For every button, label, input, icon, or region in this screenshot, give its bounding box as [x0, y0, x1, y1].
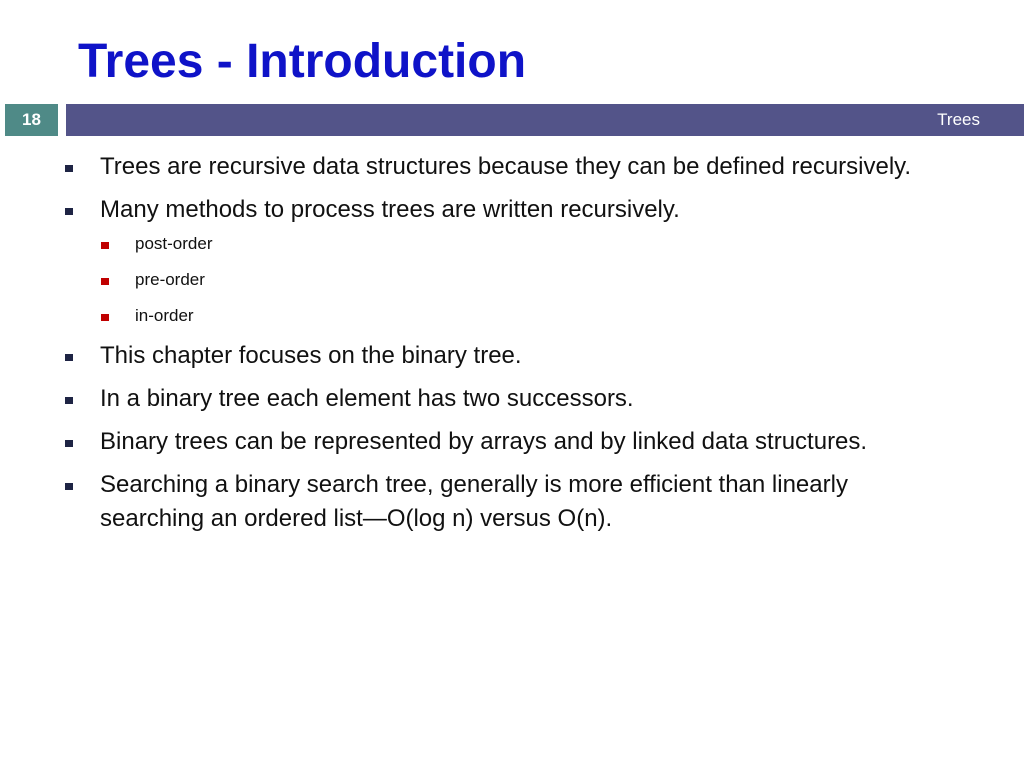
bullet-marker-icon	[65, 208, 73, 215]
header-band	[66, 104, 1024, 136]
sub-bullet-text: post-order	[135, 234, 213, 253]
bullet-item	[60, 193, 950, 329]
bullet-text: Trees are recursive data structures because they can be defined recursively.	[100, 153, 912, 180]
bullet-marker-icon	[65, 354, 73, 361]
bullet-item	[60, 382, 950, 416]
bullet-item	[60, 150, 950, 184]
bullet-marker-icon	[65, 165, 73, 172]
sub-bullet-marker-icon	[101, 278, 109, 285]
bullet-text: This chapter focuses on the binary tree.	[100, 342, 522, 369]
bullet-text: Binary trees can be represented by arrays and by linked data structures.	[100, 428, 868, 455]
sub-bullet-text: in-order	[135, 306, 194, 325]
bullet-item	[60, 425, 950, 459]
sub-bullet-list	[100, 231, 950, 329]
sub-bullet-marker-icon	[101, 314, 109, 321]
sub-bullet-item	[100, 303, 950, 329]
bullet-marker-icon	[65, 483, 73, 490]
sub-bullet-item	[100, 267, 950, 293]
bullet-item	[60, 468, 950, 536]
bullet-marker-icon	[65, 440, 73, 447]
sub-bullet-item	[100, 231, 950, 257]
sub-bullet-text: pre-order	[135, 270, 205, 289]
slide-number-badge: 18	[5, 104, 58, 136]
sub-bullet-marker-icon	[101, 242, 109, 249]
bullet-text: Many methods to process trees are written recursively.	[100, 196, 680, 223]
bullet-list	[60, 150, 950, 545]
bullet-text: Searching a binary search tree, generally is more efficient than linearly searching an ordered list—O(log n) versus O(n).	[100, 471, 848, 532]
bullet-item	[60, 339, 950, 373]
section-label: Trees	[937, 110, 980, 129]
bullet-marker-icon	[65, 397, 73, 404]
bullet-text: In a binary tree each element has two successors.	[100, 385, 634, 412]
slide-title: Trees - Introduction	[78, 35, 527, 88]
